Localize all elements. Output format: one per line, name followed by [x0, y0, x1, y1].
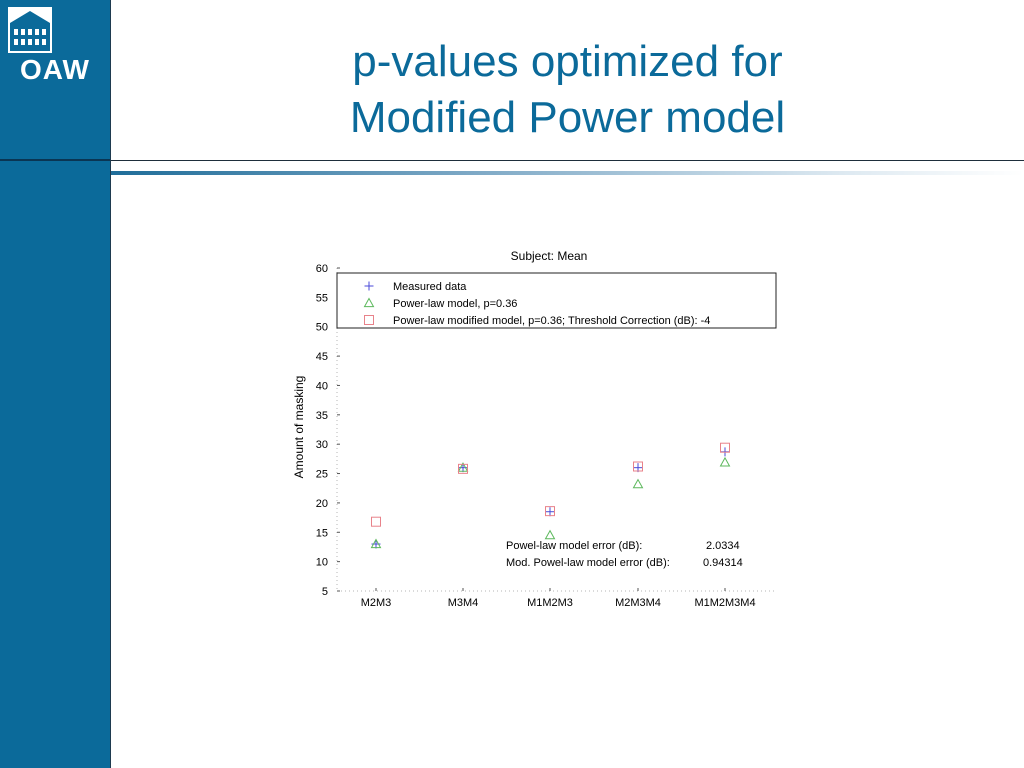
y-axis-label: Amount of masking: [292, 375, 306, 479]
x-tick-label: M3M4: [447, 597, 479, 609]
title-line-2: Modified Power model: [349, 93, 786, 142]
y-tick-label: 10: [315, 556, 328, 569]
x-tick-label: M1M2M3: [527, 597, 573, 609]
error-annotation-label: Powel-law model error (dB):: [506, 540, 643, 552]
error-annotation-value: 2.0334: [706, 540, 740, 552]
y-tick-label: 30: [315, 439, 328, 452]
y-tick-label: 45: [315, 351, 328, 364]
chart-title: Subject: Mean: [510, 249, 588, 263]
y-tick-label: 50: [315, 321, 328, 334]
data-point-triangle: [546, 531, 555, 539]
logo-text: OAW: [20, 54, 90, 85]
y-tick-label: 25: [315, 468, 328, 481]
y-tick-label: 20: [315, 497, 328, 510]
error-annotation-label: Mod. Powel-law model error (dB):: [506, 557, 670, 569]
x-tick-label: M1M2M3M4: [694, 597, 756, 609]
data-point-triangle: [721, 458, 730, 466]
legend-label: Power-law modified model, p=0.36; Threshold Correction (dB): -4: [393, 315, 711, 327]
x-tick-label: M2M3M4: [615, 597, 661, 609]
y-tick-label: 40: [315, 380, 328, 393]
legend-label: Power-law model, p=0.36: [393, 298, 518, 310]
data-point-plus: [546, 507, 555, 516]
y-tick-label: 5: [321, 586, 328, 598]
error-annotation-value: 0.94314: [703, 557, 743, 569]
x-tick-label: M2M3: [360, 597, 392, 609]
y-tick-label: 55: [315, 292, 328, 305]
legend-label: Measured data: [393, 281, 467, 293]
y-tick-label: 35: [315, 409, 328, 422]
y-tick-label: 60: [315, 263, 328, 275]
title-line-1: p-values optimized for: [352, 37, 783, 86]
data-point-square: [372, 517, 381, 526]
y-tick-label: 15: [315, 527, 328, 540]
data-point-triangle: [634, 480, 643, 488]
